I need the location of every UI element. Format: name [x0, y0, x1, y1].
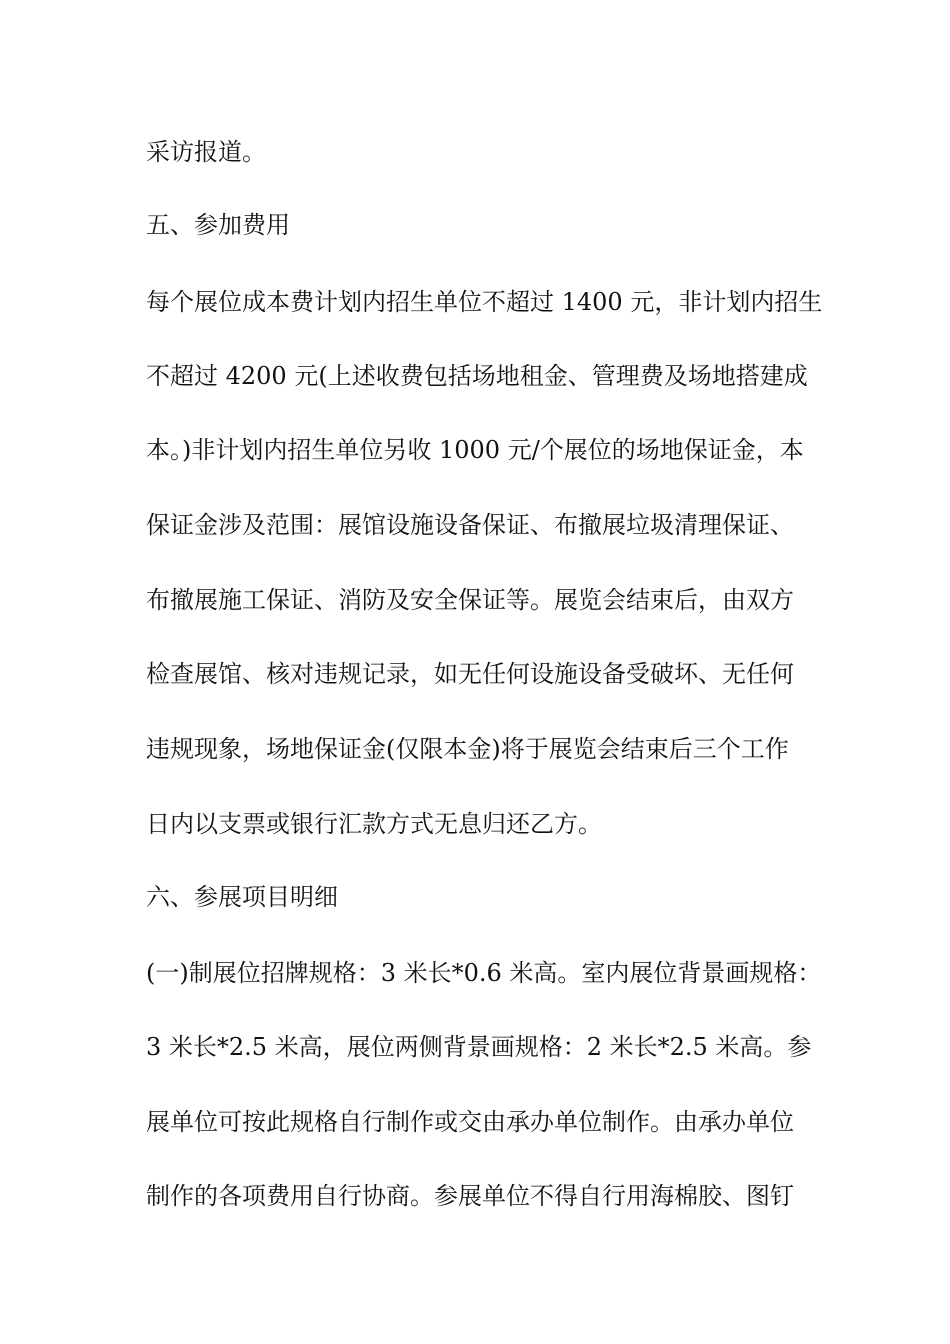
text-line: 采访报道。 — [146, 138, 266, 166]
text-line: 制作的各项费用自行协商。参展单位不得自行用海棉胶、图钉 — [146, 1182, 794, 1210]
text-line: 违规现象，场地保证金(仅限本金)将于展览会结束后三个工作 — [146, 735, 789, 763]
text-line: 展单位可按此规格自行制作或交由承办单位制作。由承办单位 — [146, 1108, 794, 1136]
text-line: 保证金涉及范围：展馆设施设备保证、布撤展垃圾清理保证、 — [146, 511, 794, 539]
text-line: 每个展位成本费计划内招生单位不超过 1400 元，非计划内招生 — [146, 288, 823, 316]
text-line: 本。)非计划内招生单位另收 1000 元/个展位的场地保证金，本 — [146, 436, 804, 464]
text-line: 检查展馆、核对违规记录，如无任何设施设备受破坏、无任何 — [146, 660, 794, 688]
text-line: 布撤展施工保证、消防及安全保证等。展览会结束后，由双方 — [146, 586, 794, 614]
text-line: 3 米长*2.5 米高，展位两侧背景画规格：2 米长*2.5 米高。参 — [146, 1033, 812, 1061]
text-line: 日内以支票或银行汇款方式无息归还乙方。 — [146, 810, 602, 838]
text-line: 不超过 4200 元(上述收费包括场地租金、管理费及场地搭建成 — [146, 362, 808, 390]
section-heading: 六、参展项目明细 — [146, 883, 338, 911]
section-heading: 五、参加费用 — [146, 211, 290, 239]
text-line: (一)制展位招牌规格：3 米长*0.6 米高。室内展位背景画规格： — [146, 959, 822, 987]
